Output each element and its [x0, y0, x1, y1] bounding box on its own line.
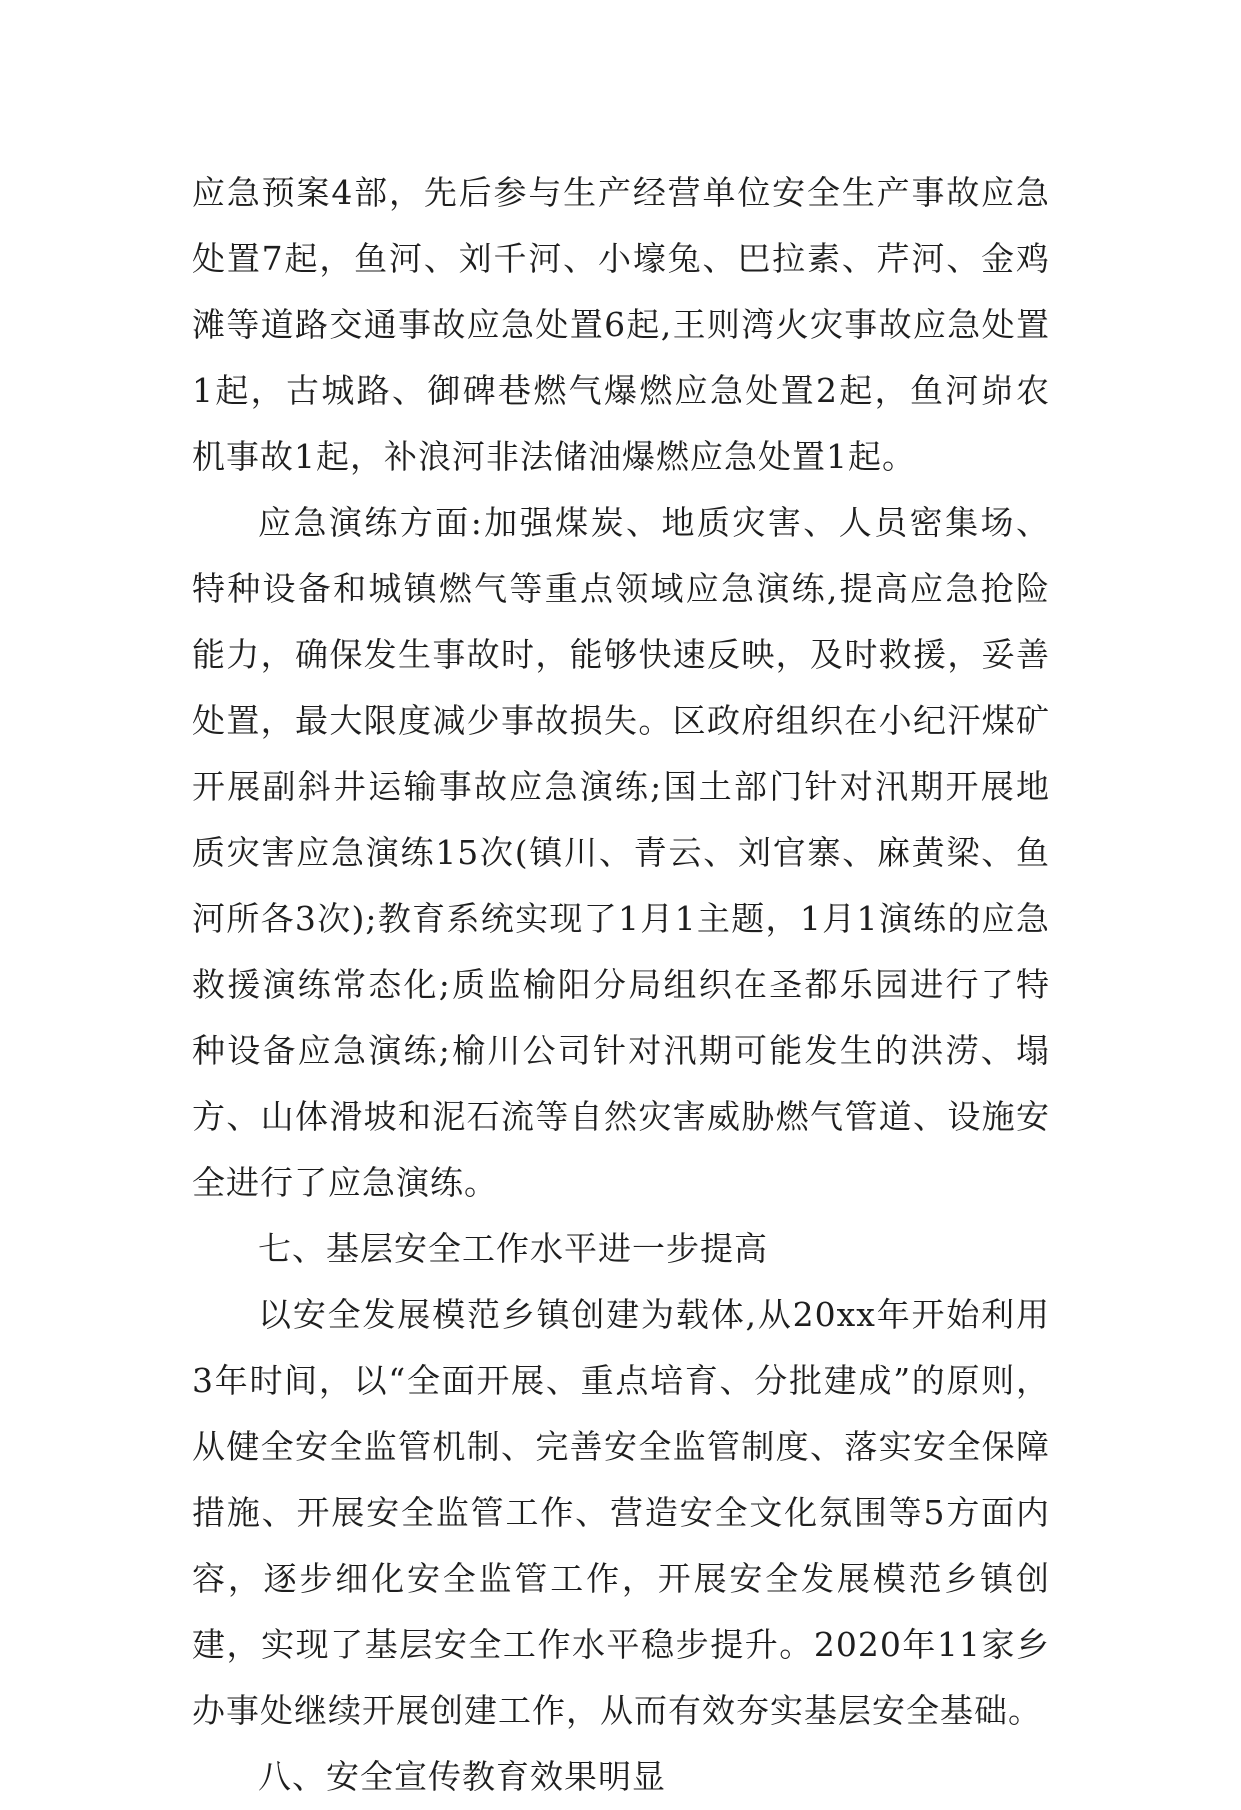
- document-body: [192, 160, 1050, 1810]
- paragraph-grassroots-safety: 以安全发展模范乡镇创建为载体,从20xx年开始利用3年时间，以“全面开展、重点培育、分批建成”的原则，从健全安全监管机制、完善安全监管制度、落实安全保障措施、开展安全监管工作、营造安全文化氛围等5方面内容，逐步细化安全监管工作，开展安全发展模范乡镇创建，实现了基层安全工作水平稳步提升。2020年11家乡办事处继续开展创建工作，从而有效夯实基层安全基础。: [192, 1295, 1050, 1730]
- section-heading-eight: 八、安全宣传教育效果明显: [258, 1757, 666, 1796]
- paragraph-emergency-drills: 应急演练方面:加强煤炭、地质灾害、人员密集场、特种设备和城镇燃气等重点领域应急演练,提高应急抢险能力，确保发生事故时，能够快速反映，及时救援，妥善处置，最大限度减少事故损失。区政府组织在小纪汗煤矿开展副斜井运输事故应急演练;国土部门针对汛期开展地质灾害应急演练15次(镇川、青云、刘官寨、麻黄梁、鱼河所各3次);教育系统实现了1月1主题，1月1演练的应急救援演练常态化;质监榆阳分局组织在圣都乐园进行了特种设备应急演练;榆川公司针对汛期可能发生的洪涝、塌方、山体滑坡和泥石流等自然灾害威胁燃气管道、设施安全进行了应急演练。: [192, 503, 1050, 1202]
- section-heading-seven: 七、基层安全工作水平进一步提高: [258, 1229, 768, 1268]
- paragraph-emergency-plans: 应急预案4部，先后参与生产经营单位安全生产事故应急处置7起，鱼河、刘千河、小壕兔、巴拉素、芹河、金鸡滩等道路交通事故应急处置6起,王则湾火灾事故应急处置1起，古城路、御碑巷燃气爆燃应急处置2起，鱼河峁农机事故1起，补浪河非法储油爆燃应急处置1起。: [192, 173, 1050, 476]
